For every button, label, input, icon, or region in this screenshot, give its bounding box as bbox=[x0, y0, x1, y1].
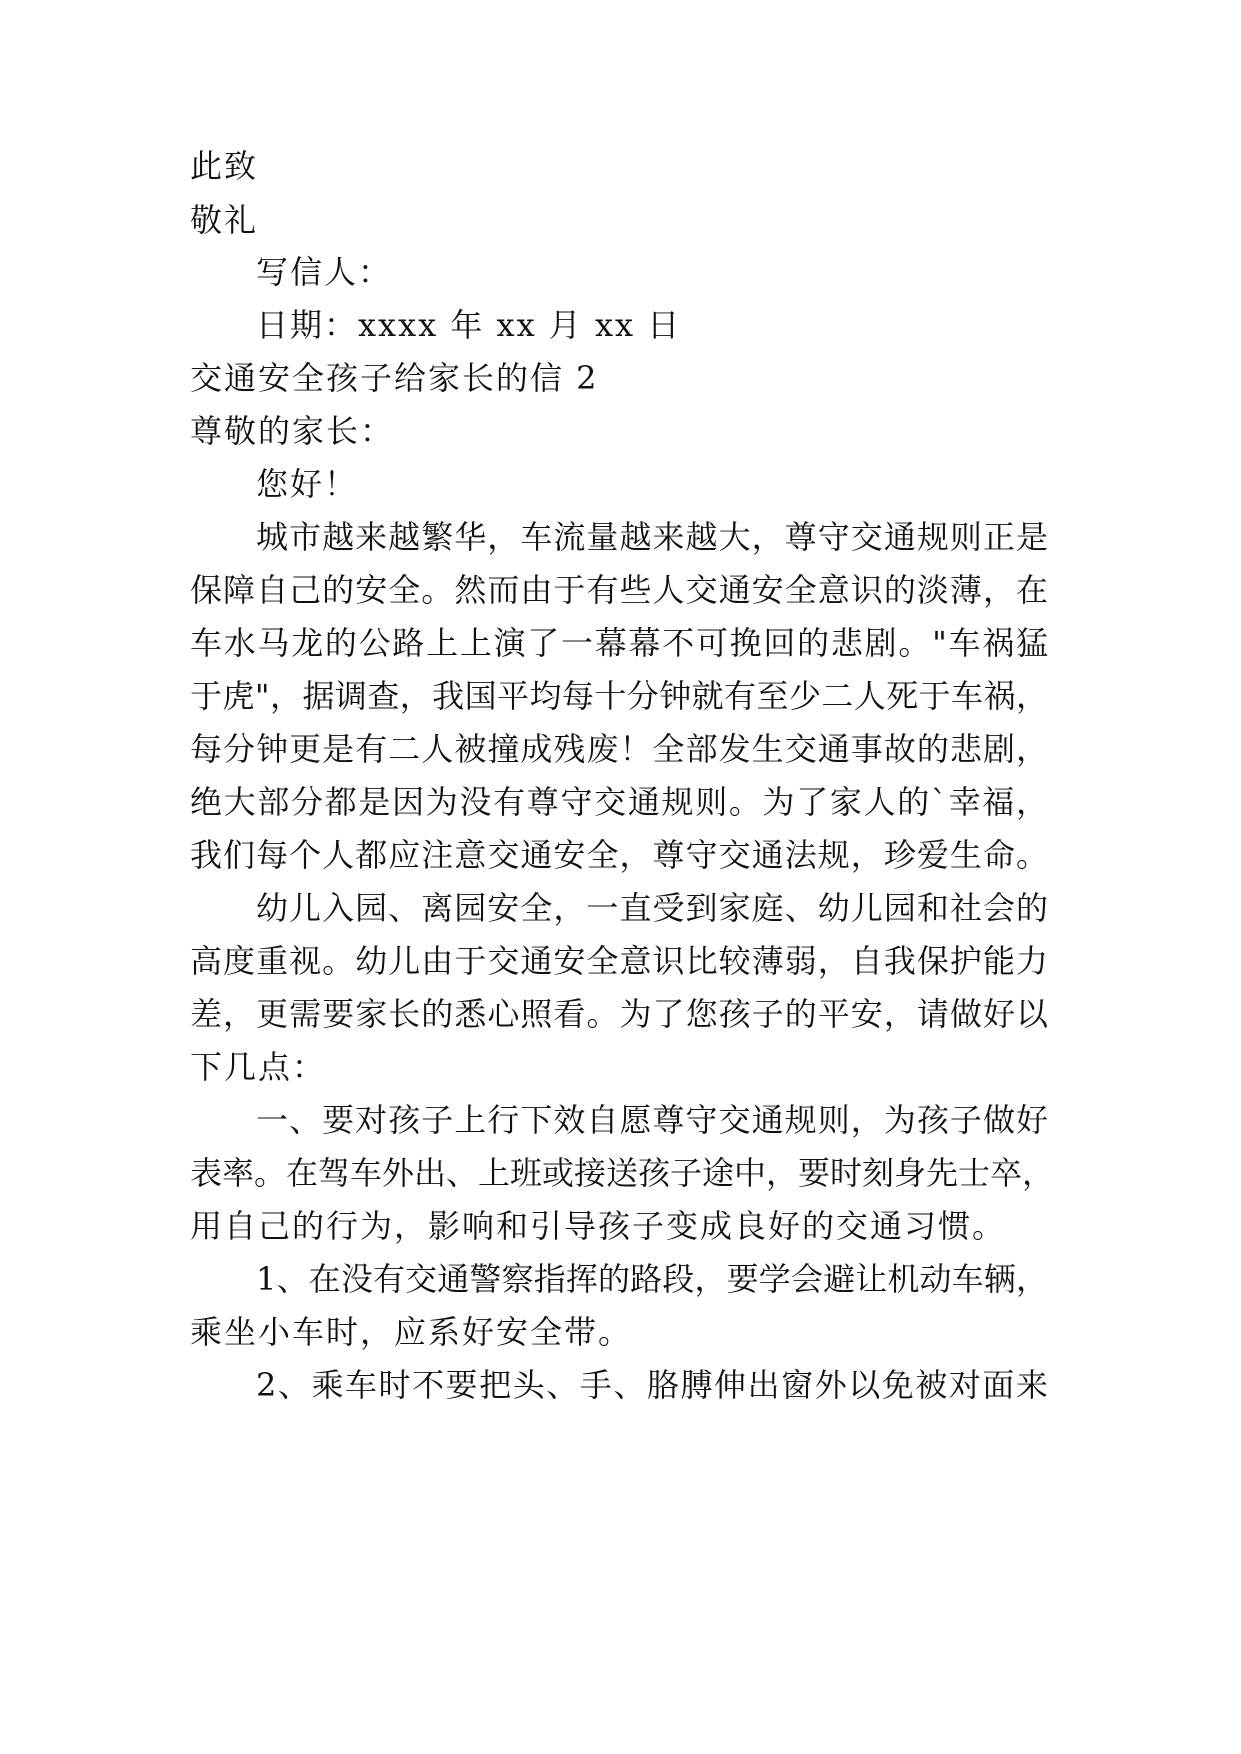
paragraph-line: 于虎"，据调查，我国平均每十分钟就有至少二人死于车祸， bbox=[190, 677, 1048, 715]
paragraph-line: 高度重视。幼儿由于交通安全意识比较薄弱，自我保护能力 bbox=[190, 942, 1048, 980]
paragraph-line: 城市越来越繁华，车流量越来越大，尊守交通规则正是 bbox=[256, 518, 1048, 556]
paragraph-line: 一、要对孩子上行下效自愿尊守交通规则，为孩子做好 bbox=[256, 1101, 1048, 1139]
closing-line-2: 敬礼 bbox=[190, 201, 259, 239]
writer-line: 写信人： bbox=[256, 253, 393, 291]
date-line: 日期：xxxx 年 xx 月 xx 日 bbox=[256, 306, 682, 344]
salutation: 尊敬的家长： bbox=[190, 412, 395, 450]
paragraph-line: 1、在没有交通警察指挥的路段，要学会避让机动车辆， bbox=[256, 1260, 1048, 1298]
paragraph-line: 差，更需要家长的悉心照看。为了您孩子的平安，请做好以 bbox=[190, 995, 1048, 1033]
paragraph-line: 我们每个人都应注意交通安全，尊守交通法规，珍爱生命。 bbox=[190, 836, 1048, 874]
paragraph-line: 乘坐小车时，应系好安全带。 bbox=[190, 1313, 633, 1351]
paragraph-line: 绝大部分都是因为没有尊守交通规则。为了家人的`幸福， bbox=[190, 783, 1048, 821]
paragraph-line: 2、乘车时不要把头、手、胳膊伸出窗外以免被对面来 bbox=[256, 1366, 1048, 1404]
greeting: 您好！ bbox=[256, 465, 359, 503]
paragraph-line: 每分钟更是有二人被撞成残废！全部发生交通事故的悲剧， bbox=[190, 730, 1048, 768]
paragraph-line: 下几点： bbox=[190, 1048, 327, 1086]
paragraph-line: 保障自己的安全。然而由于有些人交通安全意识的淡薄，在 bbox=[190, 571, 1048, 609]
closing-line-1: 此致 bbox=[190, 147, 259, 185]
paragraph-line: 车水马龙的公路上上演了一幕幕不可挽回的悲剧。"车祸猛 bbox=[190, 624, 1048, 662]
paragraph-line: 用自己的行为，影响和引导孩子变成良好的交通习惯。 bbox=[190, 1207, 1007, 1245]
paragraph-line: 表率。在驾车外出、上班或接送孩子途中，要时刻身先士卒， bbox=[190, 1154, 1055, 1192]
paragraph-line: 幼儿入园、离园安全，一直受到家庭、幼儿园和社会的 bbox=[256, 889, 1048, 927]
letter-title: 交通安全孩子给家长的信 2 bbox=[190, 359, 599, 397]
